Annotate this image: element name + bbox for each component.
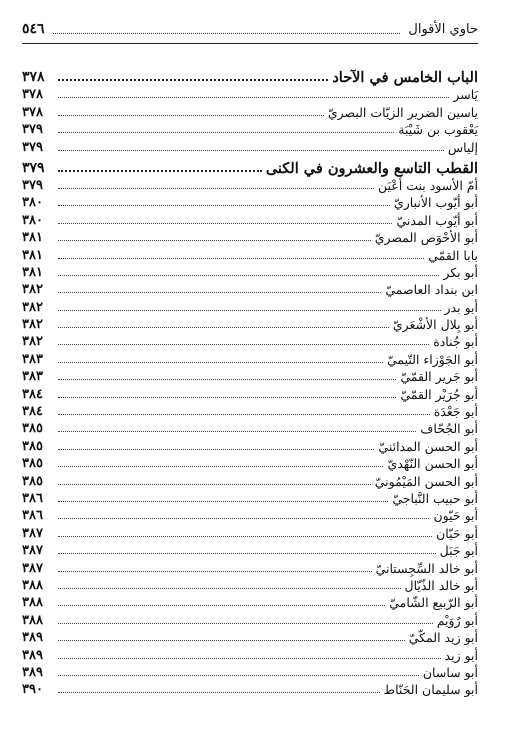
toc-entry-page-number: ٣٨٥ — [22, 421, 43, 437]
leader-dots — [58, 240, 371, 241]
leader-dots — [58, 397, 396, 398]
toc-entry-label: يَعْقوب بن شَيْبَة — [398, 122, 478, 138]
leader-dots — [58, 258, 424, 259]
toc-entry-label: أبو الحسن النّهْديّ — [387, 456, 478, 472]
toc-entry-label: أبو خالد السِّجِستانيّ — [375, 560, 478, 576]
toc-entry-page-number: ٣٨٩ — [22, 647, 43, 663]
leader-dots — [58, 292, 381, 293]
toc-entry-label: أبو خالد الذّيّال — [404, 577, 478, 593]
toc-entry — [22, 245, 478, 262]
toc-entry — [22, 367, 478, 384]
toc-entry-label: أبو زيد المكّيّ — [408, 630, 478, 646]
toc-entry-page-number: ٣٧٨ — [22, 69, 45, 85]
toc-entry — [22, 176, 478, 193]
toc-entry-label: إلياس — [447, 139, 478, 155]
toc-entry — [22, 210, 478, 227]
leader-dots — [58, 658, 441, 659]
toc-entry-page-number: ٣٨٣ — [22, 351, 43, 367]
toc-entry — [22, 576, 478, 593]
toc-entry-label: أبو الجُحّاف — [420, 421, 478, 437]
toc-entry — [22, 297, 478, 314]
toc-entry — [22, 471, 478, 488]
toc-entry — [22, 137, 478, 154]
leader-dots — [58, 640, 405, 641]
toc-entry — [22, 523, 478, 540]
toc-entry — [22, 645, 478, 662]
toc-entry-page-number: ٣٨٦ — [22, 490, 43, 506]
toc-entry — [22, 332, 478, 349]
toc-section-heading — [22, 155, 478, 176]
header-leader-dots — [53, 25, 401, 34]
toc-entry-page-number: ٣٨٩ — [22, 664, 43, 680]
toc-entry-page-number: ٣٧٨ — [22, 87, 43, 103]
toc-entry — [22, 541, 478, 558]
toc-entry-label: بابا القمّي — [428, 247, 478, 263]
leader-dots — [58, 170, 262, 172]
leader-dots — [58, 675, 419, 676]
leader-dots — [58, 571, 372, 572]
toc-entry-page-number: ٣٧٩ — [22, 139, 43, 155]
toc-entry-page-number: ٣٨٠ — [22, 195, 43, 211]
toc-entry-label: أبو جُنادة — [433, 334, 478, 350]
leader-dots — [58, 605, 385, 606]
toc-entry — [22, 85, 478, 102]
toc-entry-label: أبو جَبَل — [439, 543, 478, 559]
toc-entry — [22, 384, 478, 401]
toc-entry-label: أبو أيّوب المدنيّ — [396, 212, 478, 228]
toc-entry — [22, 193, 478, 210]
toc-entry-page-number: ٣٨٧ — [22, 543, 43, 559]
leader-dots — [58, 449, 374, 450]
leader-dots — [58, 132, 394, 133]
toc-entry-label: أبو حبيب النَّباجيّ — [392, 490, 478, 506]
leader-dots — [58, 484, 371, 485]
toc-entry-label: أبو بِلال الأشْعَريّ — [392, 317, 478, 333]
toc-entry-page-number: ٣٨٨ — [22, 595, 43, 611]
leader-dots — [58, 536, 432, 537]
toc-entry — [22, 680, 478, 697]
toc-entry-label: أبو حَيّون — [433, 508, 478, 524]
leader-dots — [58, 414, 430, 415]
table-of-contents — [22, 64, 478, 697]
toc-entry-label: ياسين الضرير الزيّات البصريّ — [327, 104, 478, 120]
toc-entry-label: ابن بنداد العاصميّ — [385, 282, 478, 298]
leader-dots — [58, 150, 444, 151]
toc-entry — [22, 402, 478, 419]
leader-dots — [58, 518, 429, 519]
leader-dots — [58, 97, 449, 98]
toc-entry — [22, 419, 478, 436]
toc-entry-label: أبو بكر — [443, 264, 478, 280]
toc-entry — [22, 120, 478, 137]
toc-entry — [22, 349, 478, 366]
leader-dots — [58, 553, 436, 554]
toc-entry-label: أبو ساسان — [422, 664, 478, 680]
toc-entry — [22, 454, 478, 471]
leader-dots — [58, 310, 441, 311]
toc-entry — [22, 436, 478, 453]
toc-entry-label: أبو جَعْدَة — [433, 404, 478, 420]
toc-entry-label: أبو حَيّان — [436, 525, 478, 541]
toc-entry-page-number: ٣٨٢ — [22, 282, 43, 298]
leader-dots — [58, 501, 388, 502]
running-title: حاوي الأقوال — [408, 21, 478, 37]
leader-dots — [58, 205, 390, 206]
toc-entry — [22, 628, 478, 645]
toc-entry-page-number: ٣٨٥ — [22, 438, 43, 454]
page-number: ٥٤٦ — [22, 21, 45, 37]
header-rule — [22, 43, 478, 44]
toc-entry-page-number: ٣٨٣ — [22, 369, 43, 385]
toc-entry-label: أبو الحسن المدائنيّ — [378, 438, 478, 454]
toc-entry-label: أبو أيّوب الأنباريّ — [393, 195, 478, 211]
leader-dots — [58, 588, 401, 589]
toc-entry-page-number: ٣٨٥ — [22, 473, 43, 489]
toc-entry — [22, 610, 478, 627]
toc-entry-page-number: ٣٨٥ — [22, 456, 43, 472]
leader-dots — [58, 188, 374, 189]
toc-entry-label: أبو الرّبيع الشّاميّ — [389, 595, 478, 611]
toc-entry-label: الباب الخامس في الآحاد — [332, 69, 478, 86]
toc-entry — [22, 280, 478, 297]
leader-dots — [58, 362, 383, 363]
toc-entry-label: أمّ الأسود بنت أعْيَن — [378, 177, 478, 193]
toc-entry-page-number: ٣٨٤ — [22, 404, 43, 420]
toc-entry-page-number: ٣٨٠ — [22, 212, 43, 228]
toc-entry-label: أبو رُوَيْم — [436, 612, 478, 628]
toc-entry-page-number: ٣٧٩ — [22, 159, 45, 176]
leader-dots — [58, 431, 416, 432]
toc-entry-page-number: ٣٨٢ — [22, 334, 43, 350]
toc-entry-label: أبو سليمان الحَنّاط — [383, 682, 478, 698]
toc-entry-page-number: ٣٨٧ — [22, 525, 43, 541]
toc-entry-page-number: ٣٨٨ — [22, 612, 43, 628]
toc-entry-page-number: ٣٧٩ — [22, 122, 43, 138]
toc-entry-page-number: ٣٨١ — [22, 264, 43, 280]
toc-entry-label: أبو بدر — [444, 299, 478, 315]
toc-entry-label: أبو جَرير القمّيّ — [400, 369, 478, 385]
toc-entry — [22, 558, 478, 575]
toc-entry-page-number: ٣٧٩ — [22, 177, 43, 193]
toc-entry-label: يَاسر — [453, 87, 478, 103]
leader-dots — [58, 623, 433, 624]
toc-entry-page-number: ٣٨٩ — [22, 630, 43, 646]
toc-section-heading — [22, 64, 478, 85]
page-header — [22, 18, 478, 40]
toc-entry-label: القطب التاسع والعشرون في الكنى — [265, 159, 478, 177]
leader-dots — [58, 327, 389, 328]
leader-dots — [58, 275, 439, 276]
toc-entry-label: أبو الأحْوَص المصريّ — [374, 230, 478, 246]
leader-dots — [58, 692, 380, 693]
leader-dots — [58, 466, 383, 467]
toc-entry — [22, 593, 478, 610]
leader-dots — [58, 79, 328, 81]
toc-entry — [22, 315, 478, 332]
toc-entry — [22, 506, 478, 523]
toc-entry-label: أبو زيد — [444, 647, 478, 663]
toc-entry-page-number: ٣٨٦ — [22, 508, 43, 524]
toc-entry-page-number: ٣٨٢ — [22, 299, 43, 315]
toc-entry — [22, 228, 478, 245]
toc-entry-page-number: ٣٩٠ — [22, 682, 43, 698]
toc-entry-page-number: ٣٨١ — [22, 247, 43, 263]
leader-dots — [58, 344, 429, 345]
toc-entry-page-number: ٣٧٨ — [22, 104, 43, 120]
leader-dots — [58, 115, 324, 116]
toc-entry-label: أبو الحسن المَيْمُونيّ — [374, 473, 478, 489]
toc-entry-label: أبو الجَوْزاء التّيميّ — [386, 351, 478, 367]
toc-entry-page-number: ٣٨٧ — [22, 560, 43, 576]
toc-entry-page-number: ٣٨٢ — [22, 317, 43, 333]
toc-entry — [22, 489, 478, 506]
toc-entry — [22, 102, 478, 119]
toc-entry — [22, 663, 478, 680]
leader-dots — [58, 379, 396, 380]
toc-entry — [22, 263, 478, 280]
leader-dots — [58, 223, 392, 224]
toc-entry-page-number: ٣٨١ — [22, 230, 43, 246]
toc-entry-label: أبو جُرَيْر القمّيّ — [400, 386, 478, 402]
toc-entry-page-number: ٣٨٨ — [22, 577, 43, 593]
toc-entry-page-number: ٣٨٤ — [22, 386, 43, 402]
